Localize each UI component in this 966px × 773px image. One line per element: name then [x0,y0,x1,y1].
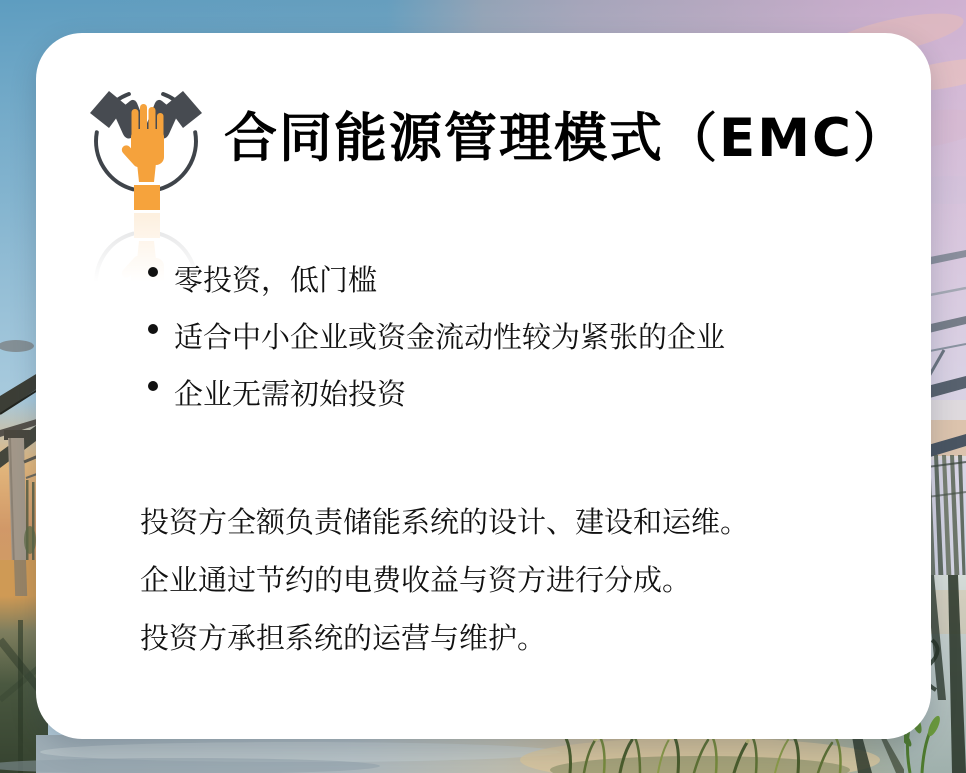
benefit-list [148,263,725,434]
bullet-dot [148,324,158,334]
bullet-text: 企业无需初始投资 [174,377,407,411]
bullet-text: 零投资，低门槛 [174,263,378,297]
card-header [86,79,908,294]
content-card [36,33,931,739]
bullet-dot [148,267,158,277]
list-item [148,377,725,412]
bullet-text: 适合中小企业或资金流动性较为紧张的企业 [174,320,726,354]
page-title: 合同能源管理模式（EMC） [224,108,908,169]
list-item [148,263,725,298]
bullet-dot [148,381,158,391]
description-block [140,505,749,679]
description-line: 企业通过节约的电费收益与资方进行分成。 [140,563,692,597]
description-line: 投资方全额负责储能系统的设计、建设和运维。 [140,505,750,539]
list-item [148,320,725,355]
bottom-edge-scene [0,735,966,773]
cooperation-hands-icon [86,79,206,294]
description-line: 投资方承担系统的运营与维护。 [140,621,547,655]
